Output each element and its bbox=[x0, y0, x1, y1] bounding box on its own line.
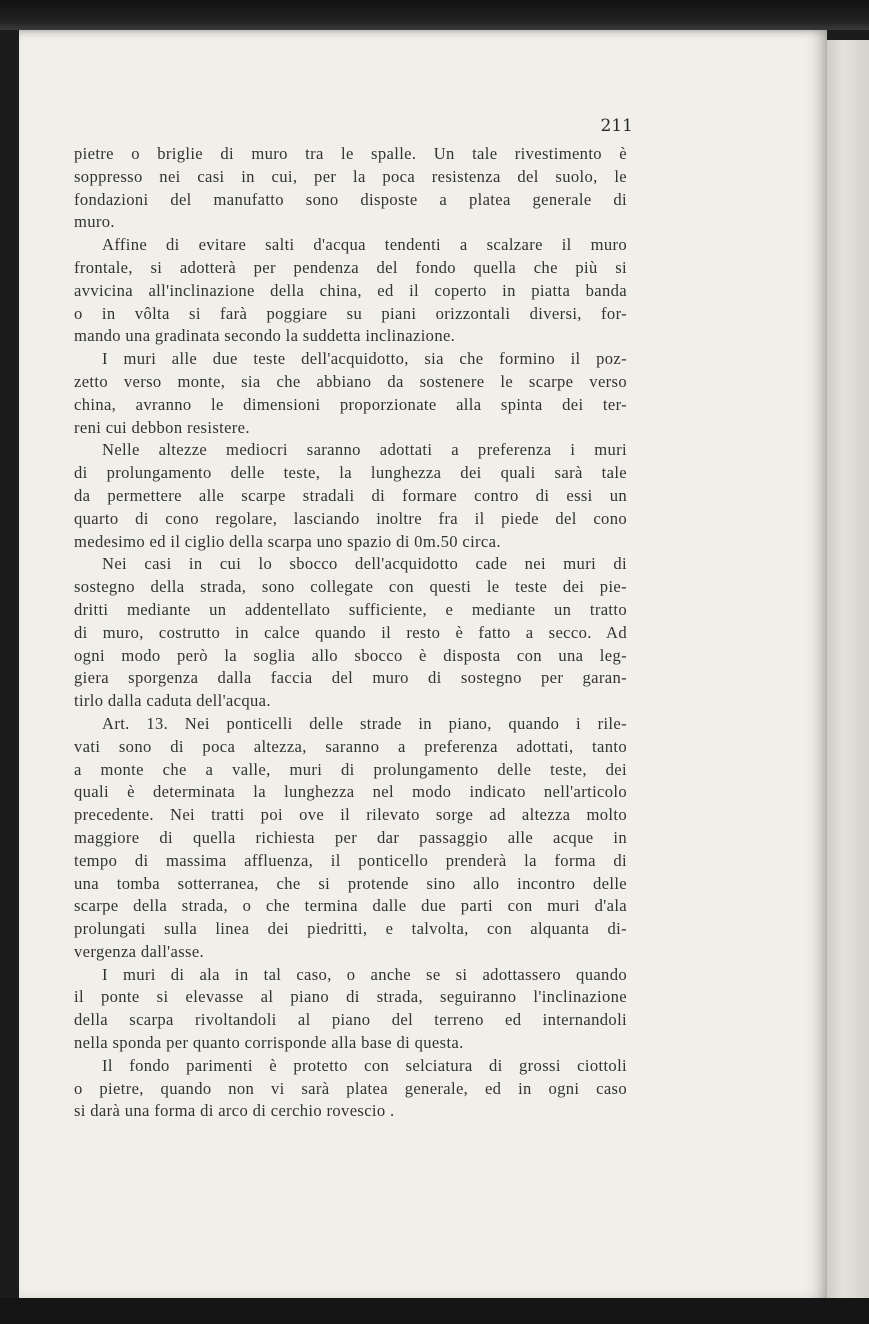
page-number: 211 bbox=[600, 116, 633, 136]
text-line: sostegno della strada, sono collegate con questi le teste dei pie- bbox=[74, 577, 627, 597]
text-line: soppresso nei casi in cui, per la poca resistenza del suolo, le bbox=[74, 166, 627, 186]
text-line: tirlo dalla caduta dell'acqua. bbox=[74, 691, 271, 711]
text-line: una tomba sotterranea, che si protende sino allo incontro delle bbox=[74, 873, 627, 893]
paragraph bbox=[74, 439, 627, 553]
text-line: Affine di evitare salti d'acqua tendenti a scalzare il muro bbox=[102, 235, 627, 255]
text-line: zetto verso monte, sia che abbiano da sostenere le scarpe verso bbox=[74, 371, 627, 391]
text-line: china, avranno le dimensioni proporzionate alla spinta dei ter- bbox=[74, 394, 627, 414]
text-line: medesimo ed il ciglio della scarpa uno spazio di 0m.50 circa. bbox=[74, 531, 501, 551]
paragraph bbox=[74, 713, 627, 964]
text-line: o in vôlta si farà poggiare su piani orizzontali diversi, for- bbox=[74, 303, 627, 323]
scan-bottom-border bbox=[0, 1298, 869, 1324]
paragraph bbox=[74, 234, 627, 348]
text-line: mando una gradinata secondo la suddetta inclinazione. bbox=[74, 326, 456, 346]
text-line: avvicina all'inclinazione della china, ed il coperto in piatta banda bbox=[74, 280, 627, 300]
page-edge-strip bbox=[827, 40, 869, 1302]
text-line: I muri di ala in tal caso, o anche se si adottassero quando bbox=[102, 964, 627, 984]
text-line: scarpe della strada, o che termina dalle due parti con muri d'ala bbox=[74, 896, 627, 916]
text-line: fondazioni del manufatto sono disposte a platea generale di bbox=[74, 189, 627, 209]
text-line: a monte che a valle, muri di prolungamento delle teste, dei bbox=[74, 759, 627, 779]
text-line: dritti mediante un addentellato sufficiente, e mediante un tratto bbox=[74, 599, 627, 619]
text-line: I muri alle due teste dell'acquidotto, sia che formino il poz- bbox=[102, 349, 627, 369]
text-line: Nelle altezze mediocri saranno adottati a preferenza i muri bbox=[102, 440, 627, 460]
paragraph bbox=[74, 1055, 627, 1123]
text-line: vergenza dall'asse. bbox=[74, 941, 205, 961]
text-line: della scarpa rivoltandoli al piano del terreno ed internandoli bbox=[74, 1010, 627, 1030]
text-line: frontale, si adotterà per pendenza del fondo quella che più si bbox=[74, 257, 627, 277]
text-line: quarto di cono regolare, lasciando inoltre fra il piede del cono bbox=[74, 508, 627, 528]
paragraph bbox=[74, 348, 627, 439]
scan-top-border bbox=[0, 0, 869, 30]
text-line: si darà una forma di arco di cerchio rovescio . bbox=[74, 1101, 395, 1121]
text-line: ogni modo però la soglia allo sbocco è disposta con una leg- bbox=[74, 645, 627, 665]
text-line: precedente. Nei tratti poi ove il rilevato sorge ad altezza molto bbox=[74, 805, 627, 825]
text-line: quali è determinata la lunghezza nel modo indicato nell'articolo bbox=[74, 782, 627, 802]
text-line: o pietre, quando non vi sarà platea generale, ed in ogni caso bbox=[74, 1078, 627, 1098]
text-line: prolungati sulla linea dei piedritti, e talvolta, con alquanta di- bbox=[74, 919, 627, 939]
text-line: Nei casi in cui lo sbocco dell'acquidotto cade nei muri di bbox=[102, 554, 627, 574]
text-line: reni cui debbon resistere. bbox=[74, 417, 250, 437]
text-line: Il fondo parimenti è protetto con selciatura di grossi ciottoli bbox=[102, 1055, 627, 1075]
paragraph bbox=[74, 143, 627, 234]
text-line: di prolungamento delle teste, la lunghezza dei quali sarà tale bbox=[74, 463, 627, 483]
text-line: il ponte si elevasse al piano di strada, seguiranno l'inclinazione bbox=[74, 987, 627, 1007]
text-line: maggiore di quella richiesta per dar passaggio alle acque in bbox=[74, 827, 627, 847]
text-line: Art. 13. Nei ponticelli delle strade in piano, quando i rile- bbox=[102, 713, 627, 733]
text-line: pietre o briglie di muro tra le spalle. Un tale rivestimento è bbox=[74, 144, 627, 163]
text-line: tempo di massima affluenza, il ponticello prenderà la forma di bbox=[74, 850, 627, 870]
paragraph bbox=[74, 964, 627, 1055]
text-line: vati sono di poca altezza, saranno a preferenza adottati, tanto bbox=[74, 736, 627, 756]
body-text bbox=[74, 143, 627, 1123]
text-line: nella sponda per quanto corrisponde alla base di questa. bbox=[74, 1033, 464, 1053]
text-line: da permettere alle scarpe stradali di formare contro di essi un bbox=[74, 485, 627, 505]
paragraph bbox=[74, 553, 627, 713]
text-line: giera sporgenza dalla faccia del muro di sostegno per garan- bbox=[74, 668, 627, 688]
text-line: di muro, costrutto in calce quando il resto è fatto a secco. Ad bbox=[74, 622, 627, 642]
text-line: muro. bbox=[74, 212, 115, 232]
